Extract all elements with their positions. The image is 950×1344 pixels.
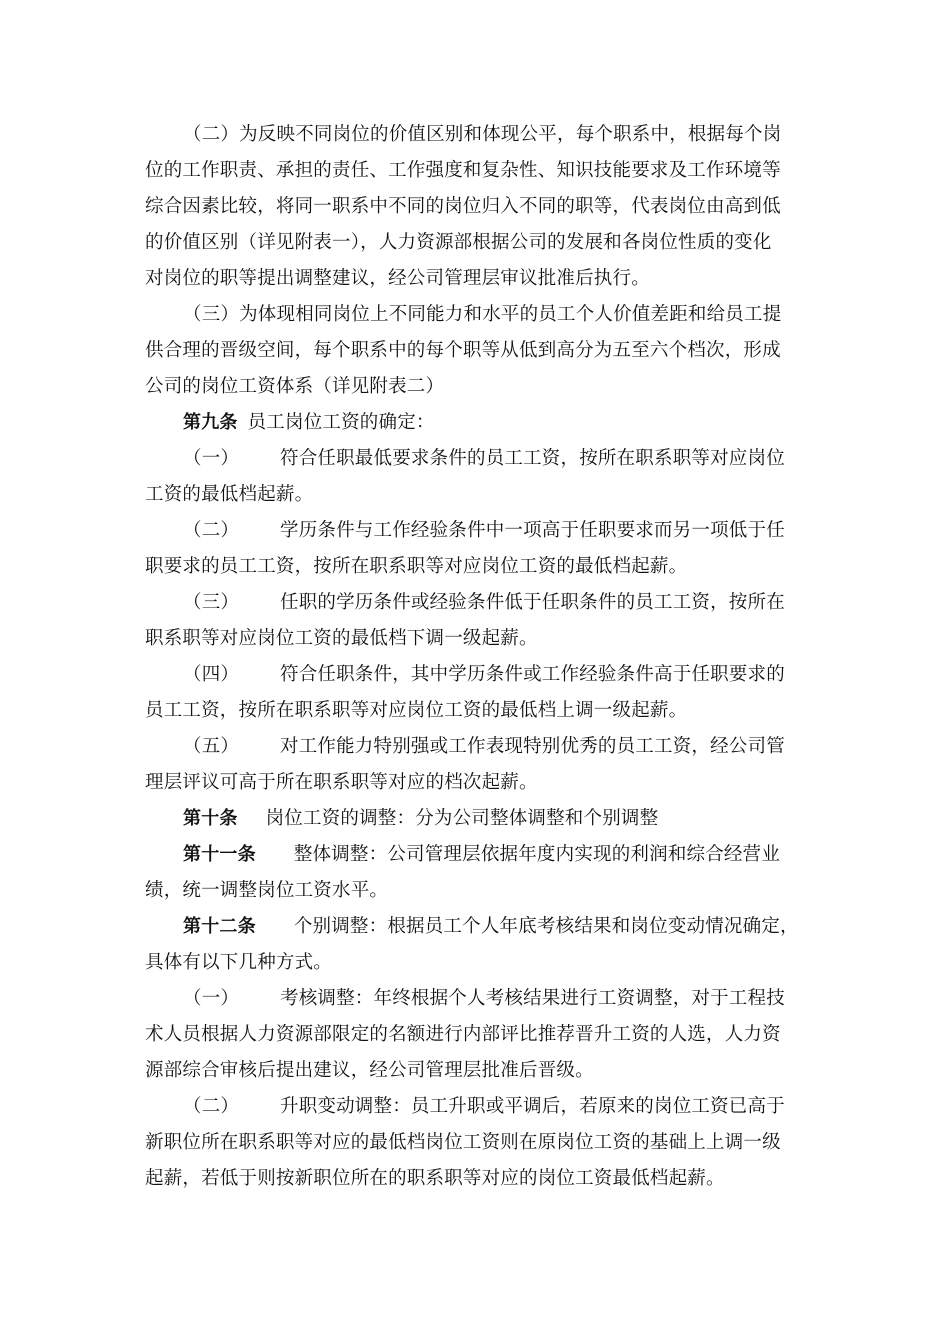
- list-item-text: 升职变动调整：员工升职或平调后，若原来的岗位工资已高于: [280, 1096, 785, 1117]
- list-marker: （四）: [183, 664, 240, 685]
- paragraph-line: 理层评议可高于所在职系职等对应的档次起薪。: [145, 772, 538, 793]
- paragraph-line: 员工工资，按所在职系职等对应岗位工资的最低档上调一级起薪。: [145, 700, 688, 721]
- paragraph-line: 供合理的晋级空间，每个职系中的每个职等从低到高分为五至六个档次，形成: [145, 340, 781, 361]
- article-label: 第十条: [183, 808, 238, 829]
- article-label: 第十一条: [183, 844, 256, 865]
- list-item-text: 对工作能力特别强或工作表现特别优秀的员工工资，经公司管: [280, 736, 785, 757]
- list-marker: （二）: [183, 1096, 240, 1117]
- article-11-heading: [183, 840, 825, 870]
- paragraph-line: 具体有以下几种方式。: [145, 952, 333, 973]
- article-10-heading: [183, 804, 825, 834]
- paragraph-line: 的价值区别（详见附表一），人力资源部根据公司的发展和各岗位性质的变化: [145, 232, 772, 253]
- list-item-text: 符合任职条件，其中学历条件或工作经验条件高于任职要求的: [280, 664, 785, 685]
- article-title: 员工岗位工资的确定：: [247, 412, 435, 433]
- list-item-text: 任职的学历条件或经验条件低于任职条件的员工工资，按所在: [280, 592, 785, 613]
- article-title: 岗位工资的调整：分为公司整体调整和个别调整: [265, 808, 659, 829]
- paragraph-line: 新职位所在职系职等对应的最低档岗位工资则在原岗位工资的基础上上调一级: [145, 1132, 781, 1153]
- list-marker: （五）: [183, 736, 240, 757]
- list-item: [183, 1092, 825, 1122]
- paragraph-line: 综合因素比较，将同一职系中不同的岗位归入不同的职等，代表岗位由高到低: [145, 196, 781, 217]
- article-label: 第九条: [183, 412, 238, 433]
- list-item: [183, 516, 825, 546]
- article-12-heading: [183, 912, 825, 942]
- paragraph-line: 起薪，若低于则按新职位所在的职系职等对应的岗位工资最低档起薪。: [145, 1168, 725, 1189]
- paragraph-line: 对岗位的职等提出调整建议，经公司管理层审议批准后执行。: [145, 268, 650, 289]
- article-9-heading: [183, 408, 825, 438]
- paragraph-line: 工资的最低档起薪。: [145, 484, 314, 505]
- paragraph-line: （三）为体现相同岗位上不同能力和水平的员工个人价值差距和给员工提: [183, 304, 782, 325]
- article-label: 第十二条: [183, 916, 256, 937]
- list-item-text: 考核调整：年终根据个人考核结果进行工资调整，对于工程技: [280, 988, 785, 1009]
- paragraph-line: 位的工作职责、承担的责任、工作强度和复杂性、知识技能要求及工作环境等: [145, 160, 781, 181]
- paragraph-line: 职系职等对应岗位工资的最低档下调一级起薪。: [145, 628, 538, 649]
- list-marker: （三）: [183, 592, 240, 613]
- paragraph-line: 绩，统一调整岗位工资水平。: [145, 880, 389, 901]
- list-item: [183, 444, 825, 474]
- list-item: [183, 732, 825, 762]
- paragraph-line: （二）为反映不同岗位的价值区别和体现公平，每个职系中，根据每个岗: [183, 124, 782, 145]
- list-item: [183, 660, 825, 690]
- list-marker: （一）: [183, 448, 240, 469]
- paragraph-line: 源部综合审核后提出建议，经公司管理层批准后晋级。: [145, 1060, 594, 1081]
- article-text: 整体调整：公司管理层依据年度内实现的利润和综合经营业: [293, 844, 781, 865]
- paragraph-line: 职要求的员工工资，按所在职系职等对应岗位工资的最低档起薪。: [145, 556, 688, 577]
- list-item: [183, 588, 825, 618]
- list-item: [183, 984, 825, 1014]
- list-item-text: 符合任职最低要求条件的员工工资，按所在职系职等对应岗位: [280, 448, 785, 469]
- article-text: 个别调整：根据员工个人年底考核结果和岗位变动情况确定，: [293, 916, 799, 937]
- list-marker: （二）: [183, 520, 240, 541]
- paragraph-line: 术人员根据人力资源部限定的名额进行内部评比推荐晋升工资的人选，人力资: [145, 1024, 781, 1045]
- list-item-text: 学历条件与工作经验条件中一项高于任职要求而另一项低于任: [280, 520, 785, 541]
- list-marker: （一）: [183, 988, 240, 1009]
- paragraph-line: 公司的岗位工资体系（详见附表二）: [145, 376, 445, 397]
